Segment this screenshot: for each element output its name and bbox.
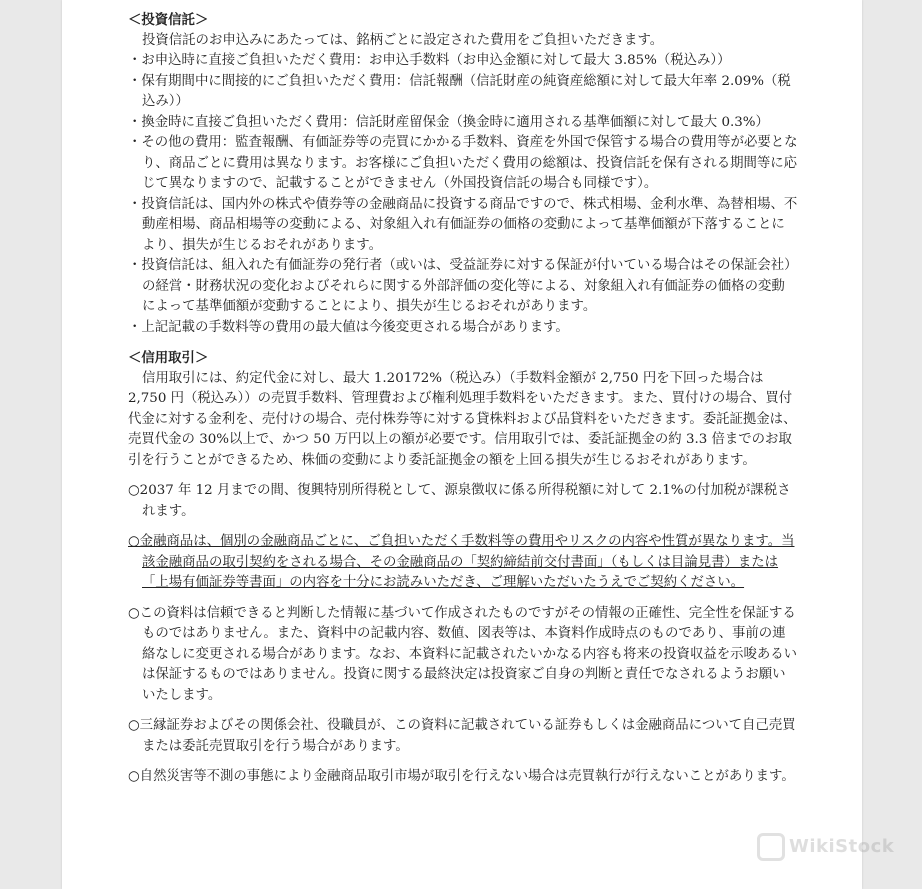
toushin-bullet: ・その他の費用：監査報酬、有価証券等の売買にかかる手数料、資産を外国で保管する場合の費用等が必要となり、商品ごとに費用は異なります。お客様にご負担いただく費用の総額は、投資信託を保有される期間等に応じて異なりますので、記載することができません（外国投資信託の場合も同様です）。 xyxy=(128,135,798,191)
watermark-text: WikiStock xyxy=(789,836,895,857)
toushin-intro: 投資信託のお申込みにあたっては、銘柄ごとに設定された費用をご負担いただきます。 xyxy=(142,32,664,48)
toushin-bullet: ・換金時に直接ご負担いただく費用：信託財産留保金（換金時に適用される基準価額に対して最大 0.3%） xyxy=(128,114,769,130)
toushin-bullet: ・保有期間中に間接的にご負担いただく費用：信託報酬（信託財産の純資産総額に対して最大年率 2.09%（税込み）） xyxy=(128,73,791,109)
note-risk-underlined: ○金融商品は、個別の金融商品ごとに、ご負担いただく手数料等の費用やリスクの内容や性質が異なります。当該金融商品の取引契約をされる場合、その金融商品の「契約締結前交付書面」（もしくは目論見書）または「上場有価証券等書面」の内容を十分にお読みいただき、ご理解いただいたうえでご契約ください。 xyxy=(128,534,795,590)
note-trading: ○三縁証券およびその関係会社、役職員が、この資料に記載されている証券もしくは金融商品について自己売買または委託売買取引を行う場合があります。 xyxy=(128,718,796,754)
document-content xyxy=(128,10,798,788)
watermark-logo-icon xyxy=(757,833,785,861)
note-disaster: ○自然災害等不測の事態により金融商品取引市場が取引を行えない場合は売買執行が行えないことがあります。 xyxy=(128,769,795,784)
toushin-bullet: ・上記記載の手数料等の費用の最大値は今後変更される場合があります。 xyxy=(128,319,569,335)
note-tax: ○2037 年 12 月までの間、復興特別所得税として、源泉徴収に係る所得税額に対して 2.1%の付加税が課税されます。 xyxy=(128,483,791,519)
shinyo-body: 信用取引には、約定代金に対し、最大 1.20172%（税込み）（手数料金額が 2,750 円を下回った場合は 2,750 円（税込み））の売買手数料、管理費および権利処理手数料をいただきます。また、買付けの場合、買付代金に対する金利を、売付けの場合、売付株券等に対する貸株料および品貸料をいただきます。委託証拠金は、売買代金の 30%以上で、かつ 50 万円以上の額が必要です。信用取引では、委託証拠金の約 3.3 倍までのお取引を行うことができるため、株価の変動により委託証拠金の額を上回る損失が生じるおそれがあります。 xyxy=(128,370,797,468)
section-heading-toushin: ＜投資信託＞ xyxy=(128,12,209,28)
toushin-bullet: ・投資信託は、組入れた有価証券の発行者（或いは、受益証券に対する保証が付いている場合はその保証会社）の経営・財務状況の変化およびそれらに関する外部評価の変化等による、対象組入れ有価証券の価格の変動によって基準価額が変動することにより、損失が生じるおそれがあります。 xyxy=(128,258,798,314)
document-page xyxy=(62,0,862,889)
toushin-bullet: ・お申込時に直接ご負担いただく費用：お申込手数料（お申込金額に対して最大 3.85%（税込み）） xyxy=(128,53,731,68)
watermark xyxy=(757,833,894,861)
section-heading-shinyo: ＜信用取引＞ xyxy=(128,350,209,366)
toushin-bullet: ・投資信託は、国内外の株式や債券等の金融商品に投資する商品ですので、株式相場、金利水準、為替相場、不動産相場、商品相場等の変動による、対象組入れ有価証券の価格の変動によって基準価額が下落することにより、損失が生じるおそれがあります。 xyxy=(128,196,798,253)
note-disclaimer: ○この資料は信頼できると判断した情報に基づいて作成されたものですがその情報の正確性、完全性を保証するものではありません。また、資料中の記載内容、数値、図表等は、本資料作成時点のものであり、事前の連絡なしに変更される場合があります。なお、本資料に記載されたいかなる内容も将来の投資収益を示唆あるいは保証するものではありません。投資に関する最終決定は投資家ご自身の判断と責任でなされるようお願いいたします。 xyxy=(128,605,798,703)
